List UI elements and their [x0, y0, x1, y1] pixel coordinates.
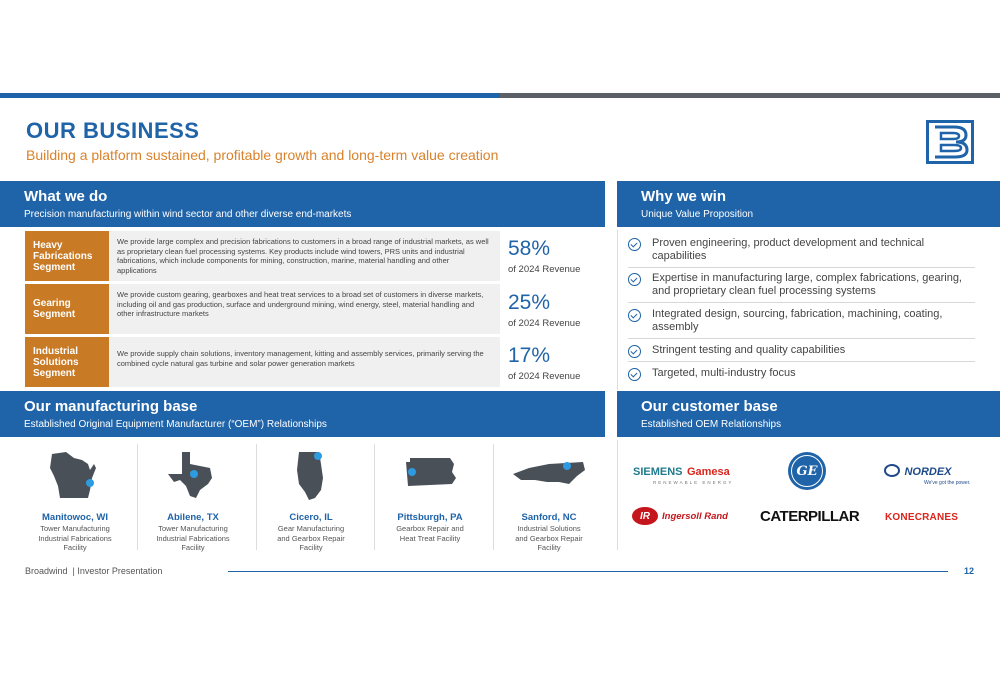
nordex-logo [884, 462, 974, 486]
value-prop-text: Stringent testing and quality capabilities [652, 344, 846, 356]
ingersoll-rand-wordmark: Ingersoll Rand [662, 510, 728, 522]
value-prop-item [628, 272, 975, 303]
segment-revenue-percent: 17% [508, 344, 551, 367]
nordex-swoosh-icon [884, 464, 900, 477]
caterpillar-logo: CATERPILLAR [760, 508, 860, 525]
why-we-win-header [617, 181, 1000, 227]
location-description: Gearbox Repair and Heat Treat Facility [396, 524, 464, 543]
location-description: Gear Manufacturing and Gearbox Repair Facility [277, 524, 345, 552]
manufacturing-base-heading: Our manufacturing base [24, 398, 198, 415]
vertical-divider [617, 230, 618, 390]
value-prop-text: Expertise in manufacturing large, complex fabrications, gearing, and proprietary clean fuel processing systems [652, 272, 962, 297]
nordex-wordmark: NORDEX [904, 466, 952, 478]
gamesa-wordmark: Gamesa [686, 466, 730, 478]
vertical-divider [617, 440, 618, 550]
segment-tag [25, 284, 109, 334]
customer-base-header [617, 391, 1000, 437]
pennsylvania-map-icon [402, 450, 458, 500]
segment-description: We provide custom gearing, gearboxes and heat treat services to a broad set of customers in diverse markets, including oil and gas production, surface and underground mining, wind energy, steel, material handling and other infrastructure markets [117, 290, 484, 318]
segment-row-industrial-solutions [25, 337, 500, 387]
value-prop-item [628, 344, 975, 362]
manufacturing-base-subheading: Established Original Equipment Manufacturer (“OEM”) Relationships [24, 419, 327, 430]
segment-name: Heavy Fabrications Segment [33, 239, 93, 273]
segment-row-gearing [25, 284, 500, 334]
location-name: Abilene, TX [167, 512, 219, 523]
location-description: Industrial Solutions and Gearbox Repair Facility [515, 524, 583, 552]
ge-logo-icon [788, 452, 826, 490]
page-title: OUR BUSINESS [26, 118, 200, 143]
location-abilene [134, 440, 252, 550]
siemens-wordmark: SIEMENS [633, 466, 683, 478]
value-prop-item [628, 237, 975, 268]
segment-description: We provide large complex and precision fabrications to customers in a broad range of industrial markets, as well as proprietary clean fuel processing systems. Key products include wind towers, PRS units and industrial fabrications, which include components for mining, construction, marine, material handling and other applications [117, 237, 489, 275]
customer-base-subheading: Established OEM Relationships [641, 419, 782, 430]
what-we-do-subheading: Precision manufacturing within wind sector and other diverse end-markets [24, 209, 352, 220]
nordex-tagline: We've got the power. [924, 480, 971, 486]
checkmark-icon [628, 309, 641, 322]
segment-tag [25, 337, 109, 387]
value-prop-item [628, 367, 975, 381]
konecranes-logo: KONECRANES [885, 512, 959, 523]
segment-description: We provide supply chain solutions, inventory management, kitting and assembly services, primarily serving the combined cycle natural gas turbine and solar power generation markets [117, 349, 484, 368]
checkmark-icon [628, 345, 641, 358]
segment-row-heavy-fabrications [25, 231, 500, 281]
segment-name: Industrial Solutions Segment [33, 345, 79, 379]
segment-revenue-percent: 58% [508, 237, 551, 260]
why-we-win-subheading: Unique Value Proposition [641, 209, 754, 220]
what-we-do-header [0, 181, 605, 227]
value-prop-item [628, 308, 975, 339]
north-carolina-map-icon [509, 450, 589, 500]
location-description: Tower Manufacturing Industrial Fabrications Facility [156, 524, 230, 552]
location-cicero [252, 440, 370, 550]
ingersoll-rand-logo [632, 507, 742, 525]
location-manitowoc [16, 440, 134, 550]
ingersoll-rand-mark-icon: IR [632, 507, 658, 525]
wisconsin-map-icon [48, 450, 102, 502]
segment-revenue-label: of 2024 Revenue [508, 371, 581, 382]
segment-revenue-label: of 2024 Revenue [508, 264, 581, 275]
manufacturing-base-header [0, 391, 605, 437]
location-sanford [490, 440, 608, 550]
value-prop-text: Targeted, multi-industry focus [652, 367, 796, 379]
location-description: Tower Manufacturing Industrial Fabrications Facility [38, 524, 112, 552]
checkmark-icon [628, 273, 641, 286]
page-subtitle: Building a platform sustained, profitable growth and long-term value creation [26, 147, 499, 163]
location-name: Pittsburgh, PA [397, 512, 463, 523]
illinois-map-icon [291, 450, 331, 502]
why-we-win-heading: Why we win [641, 188, 727, 205]
location-name: Sanford, NC [521, 512, 577, 523]
siemens-gamesa-logo [633, 462, 738, 485]
location-name: Cicero, IL [289, 512, 333, 523]
segment-name: Gearing Segment [33, 298, 76, 320]
broadwind-logo-icon [926, 120, 974, 164]
value-prop-text: Integrated design, sourcing, fabrication, machining, coating, assembly [652, 308, 943, 333]
segment-tag [25, 231, 109, 281]
page-number: 12 [964, 566, 975, 576]
customer-base-heading: Our customer base [641, 398, 778, 415]
footer-text: Broadwind | Investor Presentation [25, 566, 163, 576]
value-prop-text: Proven engineering, product development and technical capabilities [652, 237, 925, 262]
segment-revenue-percent: 25% [508, 291, 551, 314]
top-accent-bar [0, 93, 1000, 98]
siemens-subline: RENEWABLE ENERGY [653, 480, 734, 485]
what-we-do-heading: What we do [24, 188, 108, 205]
ge-monogram: GE [791, 455, 823, 487]
footer-rule [228, 571, 948, 572]
segment-revenue-label: of 2024 Revenue [508, 318, 581, 329]
location-pittsburgh [371, 440, 489, 550]
checkmark-icon [628, 238, 641, 251]
location-name: Manitowoc, WI [42, 512, 108, 523]
checkmark-icon [628, 368, 641, 381]
texas-map-icon [166, 450, 220, 500]
